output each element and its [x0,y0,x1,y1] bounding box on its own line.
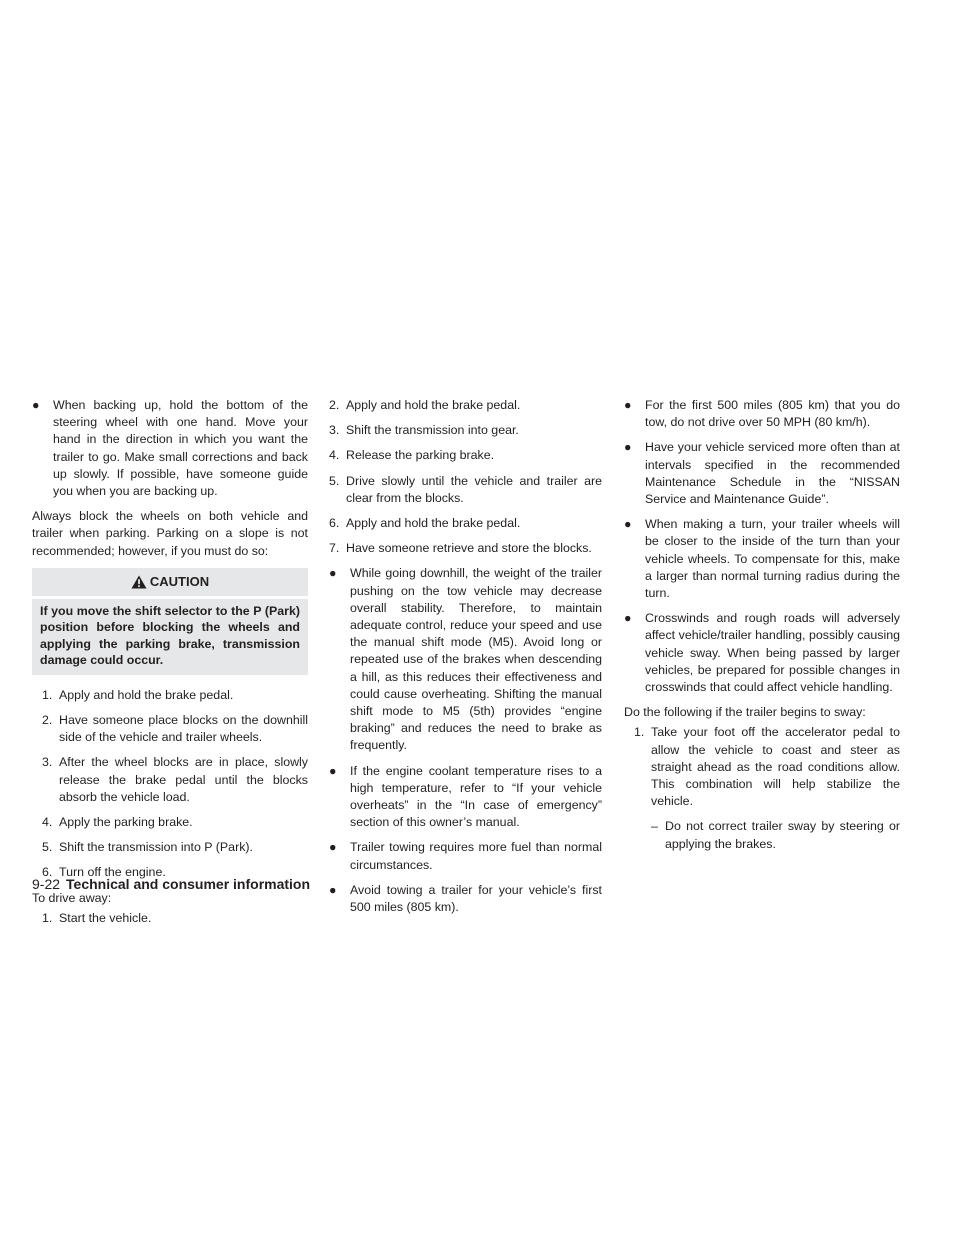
bullet-icon: ● [32,398,40,412]
list-text: Apply the parking brake. [59,815,193,830]
left-column [32,397,311,935]
list-text: Apply and hold the brake pedal. [346,516,521,531]
bullet-text: While going downhill, the weight of the trailer pushing on the tow vehicle may decrease overall stability. Therefore, to maintain adequate control, reduce your speed and use the manual shift mode (M5). Avoid long or repeated use of the brakes when descending a hill, as this reduces their effectiveness and could cause overheating. Shifting the manual shift mode to M5 (5th) provides “engine braking” and reduces the need to brake as frequently. [350,566,602,753]
bullet-text: For the first 500 miles (805 km) that you do tow, do not drive over 50 MPH (80 km/h). [645,398,900,430]
list-item [42,910,308,927]
bullet-item [624,397,900,431]
list-number: 7. [329,541,340,556]
bullet-item [624,439,900,508]
bullet-text: Crosswinds and rough roads will adversely affect vehicle/trailer handling, possibly causing vehicle sway. When being passed by larger vehicles, be prepared for possible changes in crosswinds that could affect vehicle handling. [645,611,900,695]
bullet-icon: ● [329,566,337,581]
list-text: Take your foot off the accelerator pedal to allow the vehicle to coast and steer as straight ahead as the road conditions allow. This combination will help stabilize the vehicle. [651,725,900,809]
drive-steps-list [42,910,308,927]
list-item [329,422,602,439]
bullet-icon: ● [329,763,337,778]
list-text: Have someone retrieve and store the blocks. [346,541,592,556]
bullet-text: When backing up, hold the bottom of the steering wheel with one hand. Move your hand in the direction in which you want the trailer to go. Make small corrections and back up slowly. If possible, have someone guide you when you are backing up. [53,398,308,499]
bullet-icon: ● [329,840,337,855]
caution-body: If you move the shift selector to the P (Park) position before blocking the wheels and applying the parking brake, transmission damage could occur. [40,603,300,668]
page-footer [32,876,310,892]
bullet-text: Avoid towing a trailer for your vehicle’s first 500 miles (805 km). [350,882,602,915]
warning-triangle-icon [131,575,147,589]
list-item [329,447,602,464]
drive-away-heading: To drive away: [32,890,112,905]
bullet-icon: ● [329,882,337,897]
list-text: After the wheel blocks are in place, slowly release the brake pedal until the blocks absorb the vehicle load. [59,755,308,804]
bullet-text: If the engine coolant temperature rises to a high temperature, refer to “If your vehicle overheats” in the “In case of emergency” section of this owner’s manual. [350,763,602,830]
bullet-item [329,763,602,832]
list-number: 6. [329,516,340,531]
list-item [329,473,602,507]
bullet-item [329,839,602,873]
sway-steps-list [634,724,900,852]
bullet-item [624,610,900,696]
list-number: 1. [634,725,645,740]
list-item [42,814,308,831]
list-number: 1. [42,910,53,925]
bullet-item [32,397,308,500]
section-title: Technical and consumer information [66,876,311,892]
list-item [329,397,602,414]
bullet-item [329,882,602,916]
bullet-icon: ● [624,440,632,455]
list-number: 6. [42,865,53,880]
list-item [634,724,900,810]
list-text: Turn off the engine. [59,865,166,880]
list-item [42,712,308,746]
bullet-icon: ● [624,517,632,532]
list-text: Release the parking brake. [346,448,495,463]
list-number: 4. [329,448,340,463]
list-number: 3. [42,755,53,770]
list-item [329,540,602,557]
caution-divider [32,596,308,599]
middle-column [329,397,602,924]
list-text: Start the vehicle. [59,910,152,925]
bullet-icon: ● [624,398,632,412]
list-text: Shift the transmission into P (Park). [59,840,253,855]
list-number: 5. [329,473,340,488]
list-number: 5. [42,840,53,855]
list-text: Drive slowly until the vehicle and trailer are clear from the blocks. [346,473,602,505]
list-text: Apply and hold the brake pedal. [346,398,521,412]
bullet-icon: ● [624,611,632,626]
bullet-text: When making a turn, your trailer wheels will be closer to the inside of the turn than your vehicle wheels. To compensate for this, make a larger than normal turning radius during the turn. [645,517,900,601]
list-number: 4. [42,815,53,830]
list-item [42,754,308,806]
dash-marker: – [651,819,658,834]
list-item [42,687,308,704]
list-number: 2. [329,398,340,412]
sway-intro: Do the following if the trailer begins to sway: [624,705,866,720]
caution-title: CAUTION [149,574,210,590]
dash-text: Do not correct trailer sway by steering or applying the brakes. [665,819,900,851]
bullet-item [329,565,602,754]
right-column [624,397,900,861]
caution-header [32,568,308,596]
list-text: Have someone place blocks on the downhill side of the vehicle and trailer wheels. [59,713,308,745]
parking-steps-list [42,687,308,882]
list-text: Apply and hold the brake pedal. [59,687,234,702]
dash-item [651,818,900,852]
page-number: 9-22 [32,876,61,892]
bullet-item [624,516,900,602]
bullet-text: Trailer towing requires more fuel than normal circumstances. [350,840,602,872]
list-item [329,515,602,532]
list-number: 3. [329,423,340,438]
caution-box [32,568,308,675]
bullet-text: Have your vehicle serviced more often than at intervals specified in the recommended Maintenance Schedule in the “NISSAN Service and Maintenance Guide”. [645,440,900,507]
list-text: Shift the transmission into gear. [346,423,519,438]
list-item [42,839,308,856]
list-number: 2. [42,713,53,728]
paragraph-block-wheels: Always block the wheels on both vehicle and trailer when parking. Parking on a slope is not recommended; however, if you must do so: [32,509,308,558]
list-number: 1. [42,687,53,702]
